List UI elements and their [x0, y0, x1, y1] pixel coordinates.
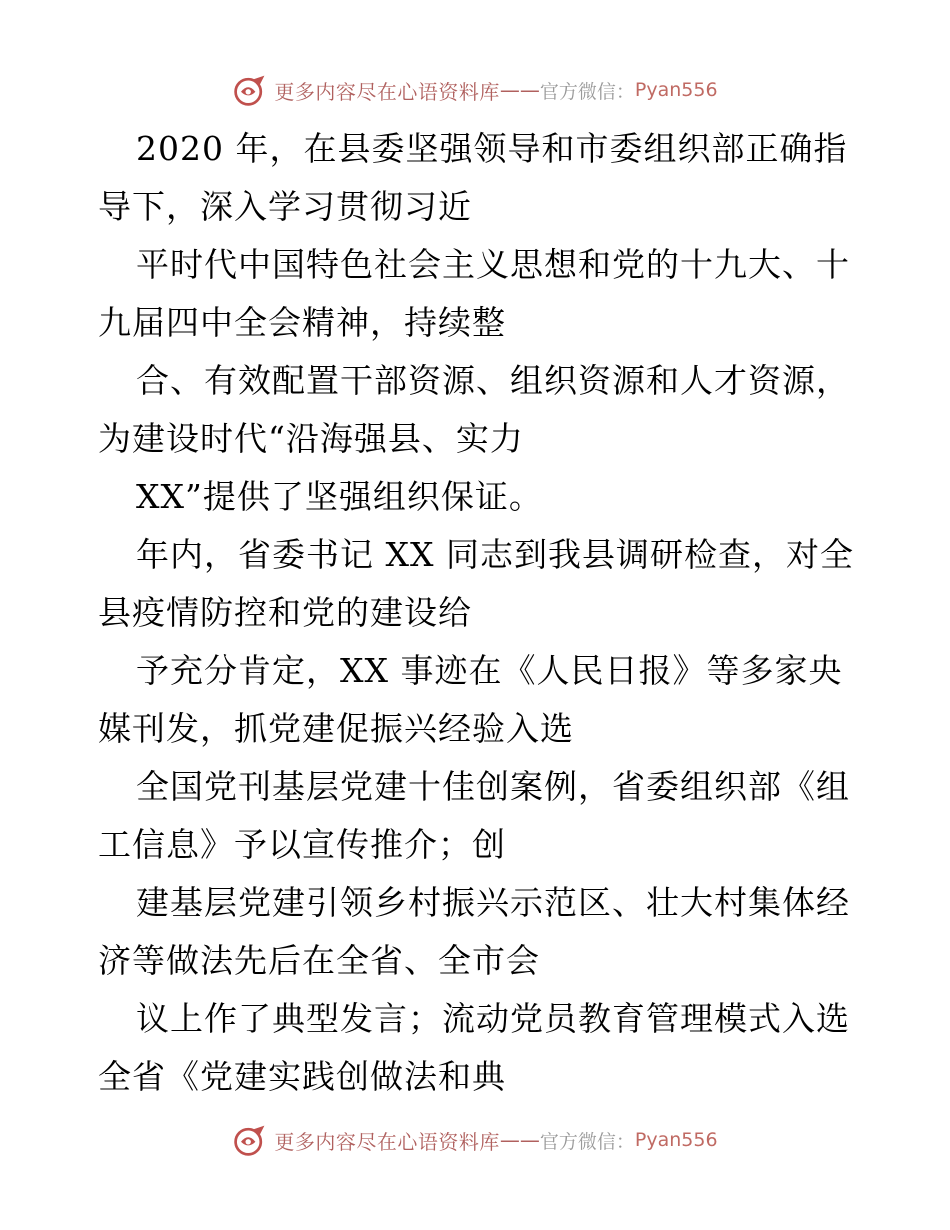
- watermark-text: 更多内容尽在心语资料库: [274, 79, 500, 104]
- text-line: 平时代中国特色社会主义思想和党的十九大、十: [136, 245, 850, 284]
- watermark-dash: ——: [499, 1128, 540, 1152]
- document-body: [98, 120, 858, 1106]
- text-line: 工信息》予以宣传推介；创: [98, 825, 506, 864]
- footer-watermark: [0, 1122, 950, 1158]
- watermark-text: 更多内容尽在心语资料库: [274, 1129, 500, 1154]
- text-line: 济等做法先后在全省、全市会: [98, 941, 540, 980]
- text-line: 2020 年，在县委坚强领导和市委组织部正确指: [136, 129, 848, 168]
- text-line: 导下，深入学习贯彻习近: [98, 187, 472, 226]
- text-line: 予充分肯定，XX 事迹在《人民日报》等多家央: [136, 651, 843, 690]
- text-line: 全省《党建实践创做法和典: [98, 1057, 506, 1096]
- text-line: 年内，省委书记 XX 同志到我县调研检查，对全: [136, 535, 854, 574]
- watermark-official-label: 官方微信：: [539, 80, 635, 103]
- watermark-official-label: 官方微信：: [539, 1130, 635, 1153]
- logo-icon: [232, 1122, 268, 1158]
- text-line: 议上作了典型发言；流动党员教育管理模式入选: [136, 999, 850, 1038]
- text-line: 建基层党建引领乡村振兴示范区、壮大村集体经: [136, 883, 850, 922]
- text-line: XX”提供了坚强组织保证。: [136, 477, 543, 516]
- text-line: 合、有效配置干部资源、组织资源和人才资源，: [136, 361, 850, 400]
- text-line: 县疫情防控和党的建设给: [98, 593, 472, 632]
- watermark-wechat-id: Pyan556: [634, 1129, 718, 1151]
- text-line: 媒刊发，抓党建促振兴经验入选: [98, 709, 574, 748]
- header-watermark: [0, 72, 950, 108]
- logo-icon: [232, 72, 268, 108]
- watermark-dash: ——: [499, 78, 540, 102]
- watermark-wechat-id: Pyan556: [634, 79, 718, 101]
- text-line: 全国党刊基层党建十佳创案例，省委组织部《组: [136, 767, 850, 806]
- text-line: 为建设时代“沿海强县、实力: [98, 419, 524, 458]
- text-line: 九届四中全会精神，持续整: [98, 303, 506, 342]
